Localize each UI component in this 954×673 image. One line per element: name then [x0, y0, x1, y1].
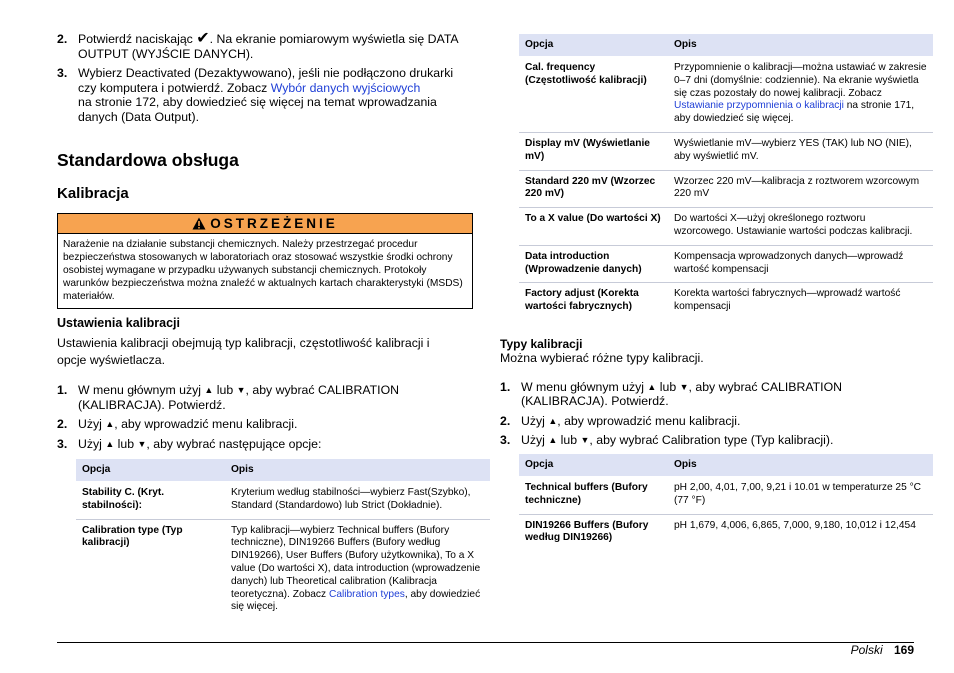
warning-text: Narażenie na działanie substancji chemicznych. Należy przestrzegać procedur bezpieczeństwa stosowanych w laboratoriach oraz stosować wszystkie środki ochrony osobistej wymagane w przypadku używanych substancji chemicznych. Protokoły warunków bezpieczeństwa można znaleźć w aktualnych kartach charakterystyki (MSDS) materiałów.: [63, 239, 463, 302]
description-text: Typ kalibracji—wybierz Technical buffers (Bufory techniczne), DIN19266 Buffers (Bufory według DIN19266), User Buffers (Bufory użytkownika), To a X value (Do wartości X), data introduction (wprowadzenie danych) lub Theoretical calibration (Kalibracja teoretyczna). Zobacz: [231, 524, 481, 600]
down-arrow-icon: ▼: [236, 385, 246, 395]
down-arrow-icon: ▼: [679, 381, 689, 392]
step-text-part: Użyj: [521, 433, 549, 448]
procedure-list: [500, 380, 914, 448]
description-text: Przypomnienie o kalibracji—można ustawiać w zakresie 0–7 dni (domyślnie: codziennie). Na ekranie wyświetla się czas pozostały do nowej kalibracji. Zobacz: [674, 62, 927, 99]
step-text: [78, 383, 473, 412]
warning-triangle-icon: [192, 216, 206, 235]
calibration-types-table: [519, 454, 933, 551]
step-text-part: W menu głównym użyj: [521, 379, 648, 394]
column-header: Opcja: [519, 34, 668, 57]
table-header-row: [519, 454, 933, 477]
subheading: Typy kalibracji: [500, 336, 583, 351]
step-text-part: Użyj: [78, 417, 106, 431]
intro-paragraph: Można wybierać różne typy kalibracji.: [500, 350, 704, 365]
step-text-part: Użyj: [78, 436, 106, 451]
step-text-part: , aby wybrać CALIBRATION (KALIBRACJA). Potwierdź.: [78, 383, 400, 412]
subsection-title: Kalibracja: [57, 185, 129, 202]
calibration-options-table: [519, 34, 933, 320]
option-cell: Factory adjust (Korekta wartości fabrycznych): [519, 283, 668, 320]
subheading: Ustawienia kalibracji: [57, 316, 180, 330]
table-row: [519, 208, 933, 246]
page-number: 169: [893, 643, 914, 657]
table-row: [519, 514, 933, 551]
up-arrow-icon: ▲: [548, 435, 558, 446]
link-calibration-types[interactable]: Calibration types: [328, 588, 405, 600]
list-item: [500, 433, 914, 448]
table-row: [76, 482, 490, 520]
table-row: [519, 245, 933, 283]
description-cell: Korekta wartości fabrycznych—wprowadź wartość kompensacji: [668, 283, 933, 320]
table-row: [519, 57, 933, 133]
list-item: [57, 437, 473, 452]
option-cell: Stability C. (Kryt. stabilności):: [76, 482, 225, 520]
step-number: 3.: [57, 66, 68, 80]
up-arrow-icon: ▲: [548, 415, 558, 426]
option-cell: Cal. frequency (Częstotliwość kalibracji): [519, 57, 668, 133]
step-number: 2.: [57, 32, 68, 46]
step-text-part: , aby wprowadzić menu kalibracji.: [114, 417, 298, 431]
column-header: Opcja: [519, 454, 668, 477]
step-text: [521, 433, 914, 448]
right-column: [500, 34, 927, 551]
warning-box: [57, 213, 473, 309]
step-text: [78, 66, 473, 124]
option-cell: Technical buffers (Bufory techniczne): [519, 476, 668, 514]
option-cell: To a X value (Do wartości X): [519, 208, 668, 246]
footer-language: Polski: [850, 643, 883, 657]
step-number: 2.: [500, 413, 511, 428]
option-cell: DIN19266 Buffers (Bufory według DIN19266): [519, 514, 668, 551]
up-arrow-icon: ▲: [105, 419, 115, 429]
step-text: [78, 417, 473, 432]
list-item: [57, 417, 473, 432]
down-arrow-icon: ▼: [580, 435, 590, 446]
check-icon: ✔: [196, 30, 210, 47]
description-cell: pH 2,00, 4,01, 7,00, 9,21 i 10.01 w temperaturze 25 °C (77 °F): [668, 476, 933, 514]
description-cell: Kryterium według stabilności—wybierz Fast(Szybko), Standard (Standardowo) lub Strict (Dokładnie).: [225, 482, 490, 520]
table-row: [519, 132, 933, 170]
list-item: [57, 66, 473, 124]
step-text: [521, 380, 914, 409]
description-cell: Kompensacja wprowadzonych danych—wprowadź wartość kompensacji: [668, 245, 933, 283]
column-header: Opis: [668, 454, 933, 477]
description-cell: Wyświetlanie mV—wybierz YES (TAK) lub NO (NIE), aby wyświetlić mV.: [668, 132, 933, 170]
section-title: Standardowa obsługa: [57, 150, 239, 170]
step-text-part: lub: [557, 433, 581, 448]
step-text-part: na stronie 172, aby dowiedzieć się więcej na temat wprowadzania danych (Data Output).: [78, 95, 437, 124]
step-number: 1.: [57, 383, 68, 397]
description-cell: [225, 519, 490, 620]
step-text: [521, 414, 914, 429]
down-arrow-icon: ▼: [137, 438, 147, 449]
list-item: [57, 32, 473, 61]
option-cell: Display mV (Wyświetlanie mV): [519, 132, 668, 170]
list-item: [500, 414, 914, 429]
description-cell: Do wartości X—użyj określonego roztworu wzorcowego. Ustawianie wartości podczas kalibracji.: [668, 208, 933, 246]
step-text-part: Potwierdź naciskając: [78, 32, 197, 46]
description-cell: pH 1,679, 4,006, 6,865, 7,000, 9,180, 10,012 i 12,454: [668, 514, 933, 551]
step-text-part: Wybierz Deactivated (Dezaktywowano), jeśli nie podłączono drukarki czy komputera i potwierdź. Zobacz: [78, 66, 454, 95]
left-column: [57, 30, 481, 620]
warning-title: OSTRZEŻENIE: [210, 216, 338, 231]
description-text: , aby dowiedzieć się więcej.: [231, 588, 481, 613]
step-text-part: lub: [656, 379, 680, 394]
table-row: [519, 170, 933, 208]
step-text-part: , aby wybrać Calibration type (Typ kalibracji).: [589, 433, 834, 448]
warning-header: [58, 214, 472, 234]
calibration-settings-table: [76, 459, 490, 620]
footer-divider: [57, 642, 914, 643]
up-arrow-icon: ▲: [647, 381, 657, 392]
step-text-part: . Na ekranie pomiarowym wyświetla się DATA OUTPUT (WYJŚCIE DANYCH).: [78, 32, 458, 61]
step-number: 3.: [57, 436, 68, 451]
step-text-part: Użyj: [521, 413, 549, 428]
intro-paragraph: Ustawienia kalibracji obejmują typ kalibracji, częstotliwość kalibracji i opcje wyświetlacza.: [57, 336, 430, 367]
list-item: [500, 380, 914, 409]
table-header-row: [76, 459, 490, 482]
step-text-part: , aby wprowadzić menu kalibracji.: [557, 413, 741, 428]
procedure-list: [57, 383, 473, 451]
column-header: Opis: [225, 459, 490, 482]
step-text: [78, 32, 473, 61]
link-output-selection[interactable]: Wybór danych wyjściowych: [270, 80, 421, 95]
link-calibration-reminder[interactable]: Ustawianie przypomnienia o kalibracji: [674, 100, 844, 112]
step-text-part: W menu głównym użyj: [78, 383, 205, 397]
list-item: [57, 383, 473, 412]
step-text-part: lub: [114, 436, 138, 451]
page-footer: [851, 643, 914, 657]
table-row: [76, 519, 490, 620]
step-number: 2.: [57, 417, 68, 431]
description-cell: Wzorzec 220 mV—kalibracja z roztworem wzorcowym 220 mV: [668, 170, 933, 208]
table-row: [519, 476, 933, 514]
description-cell: [668, 57, 933, 133]
step-text: [78, 437, 473, 452]
table-header-row: [519, 34, 933, 57]
option-cell: Data introduction (Wprowadzenie danych): [519, 245, 668, 283]
up-arrow-icon: ▲: [105, 438, 115, 449]
step-text-part: , aby wybrać następujące opcje:: [146, 436, 322, 451]
step-number: 3.: [500, 433, 511, 448]
up-arrow-icon: ▲: [204, 385, 214, 395]
step-text-part: , aby wybrać CALIBRATION (KALIBRACJA). Potwierdź.: [521, 379, 843, 409]
table-row: [519, 283, 933, 320]
step-text-part: lub: [213, 383, 237, 397]
column-header: Opis: [668, 34, 933, 57]
step-number: 1.: [500, 379, 511, 394]
option-cell: Calibration type (Typ kalibracji): [76, 519, 225, 620]
column-header: Opcja: [76, 459, 225, 482]
description-text: na stronie 171, aby dowiedzieć się więcej.: [674, 100, 915, 125]
option-cell: Standard 220 mV (Wzorzec 220 mV): [519, 170, 668, 208]
